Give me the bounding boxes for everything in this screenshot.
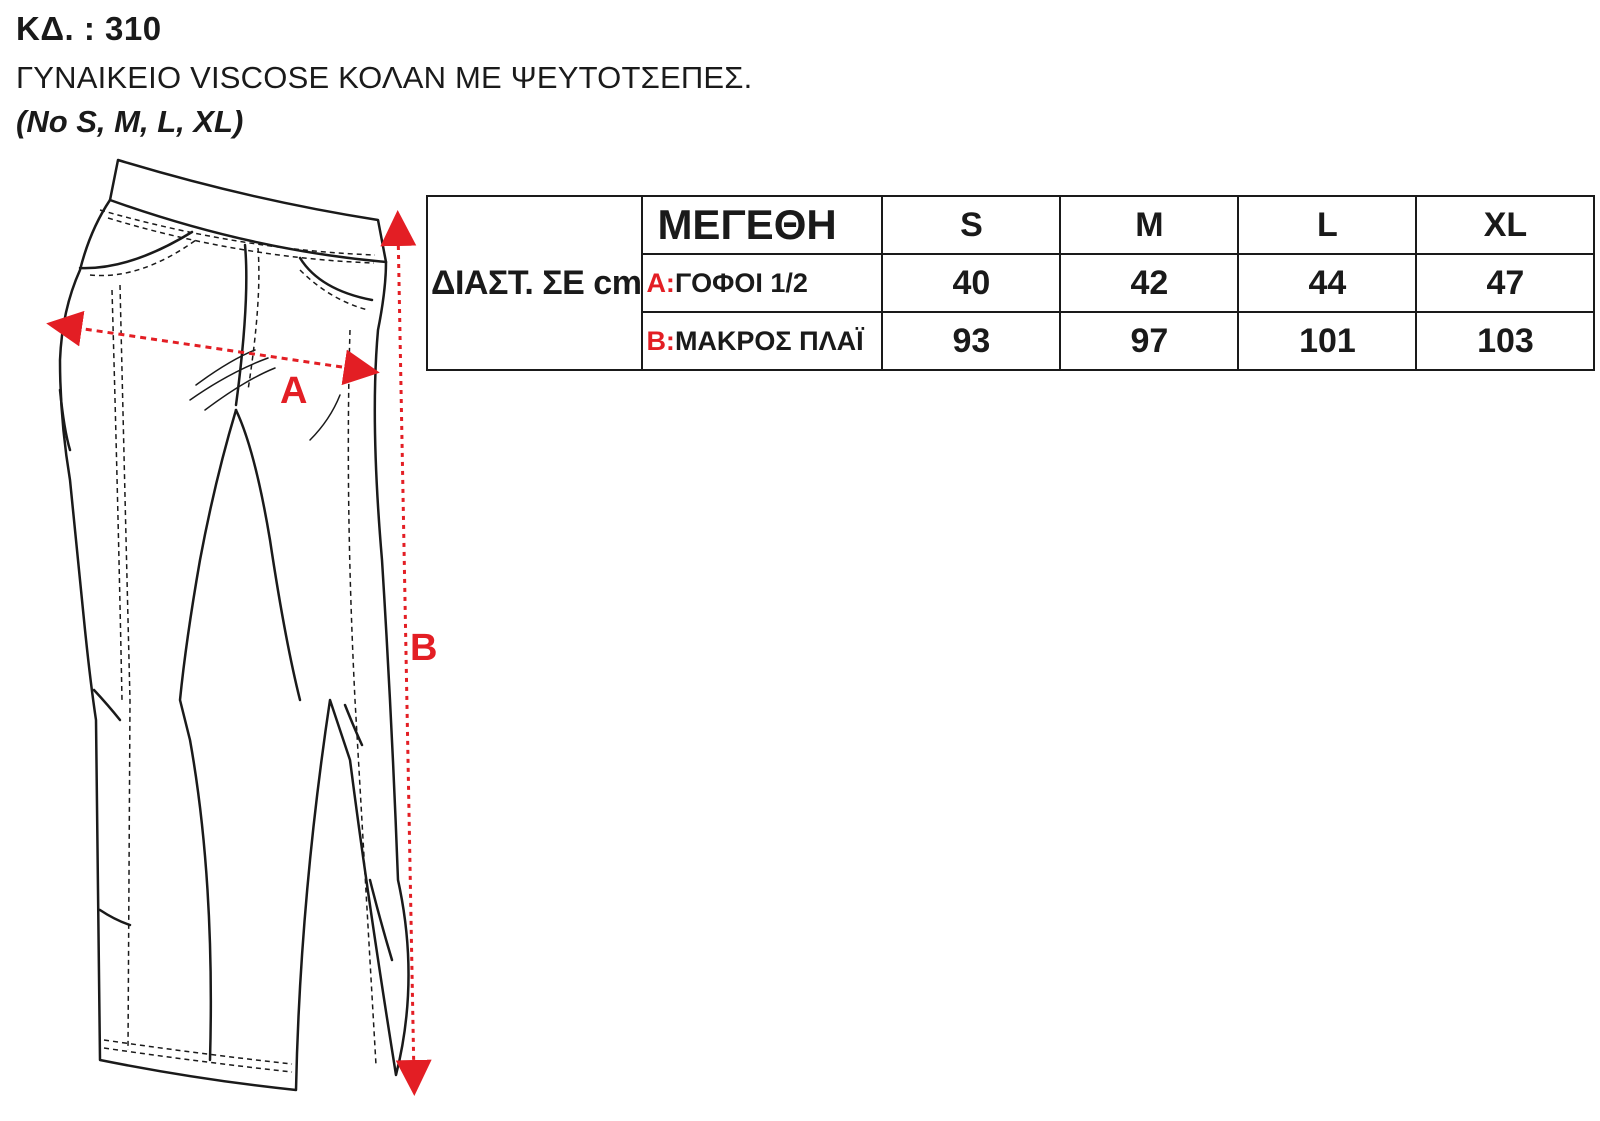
table-cell: 47 (1416, 254, 1594, 312)
row-name: ΜΑΚΡΟΣ ΠΛΑΪ (674, 325, 864, 356)
measure-b-label: B (410, 627, 438, 669)
table-cell: 42 (1060, 254, 1238, 312)
size-l: L (1238, 196, 1416, 254)
table-cell: 103 (1416, 312, 1594, 370)
leggings-sketch (0, 0, 460, 1121)
row-letter: B: (646, 325, 675, 356)
inner-leg-lines (180, 410, 236, 1060)
row-name: ΓΟΦΟΙ 1/2 (674, 267, 808, 298)
size-header-row (427, 196, 1594, 254)
dimensions-label: ΔΙΑΣΤ. ΣΕ cm (427, 196, 642, 370)
sizes-label: ΜΕΓΕΘΗ (642, 196, 882, 254)
table-cell: 101 (1238, 312, 1416, 370)
row-label-hips (642, 254, 882, 312)
row-letter: A: (646, 267, 675, 298)
waistband-outline (110, 160, 386, 262)
size-s: S (882, 196, 1060, 254)
product-code: ΚΔ. : 310 (16, 10, 162, 47)
available-sizes-note: (No S, M, L, XL) (16, 104, 244, 139)
size-xl: XL (1416, 196, 1594, 254)
measure-a-arrow (64, 326, 362, 370)
measure-a-label: A (280, 370, 308, 412)
size-chart-table (426, 195, 1595, 371)
table-cell: 44 (1238, 254, 1416, 312)
size-m: M (1060, 196, 1238, 254)
table-cell: 97 (1060, 312, 1238, 370)
row-label-side-length (642, 312, 882, 370)
table-cell: 40 (882, 254, 1060, 312)
product-description: ΓΥΝΑΙΚΕΙΟ VISCOSE ΚΟΛΑΝ ΜΕ ΨΕΥΤΟΤΣΕΠΕΣ. (16, 60, 753, 95)
table-cell: 93 (882, 312, 1060, 370)
